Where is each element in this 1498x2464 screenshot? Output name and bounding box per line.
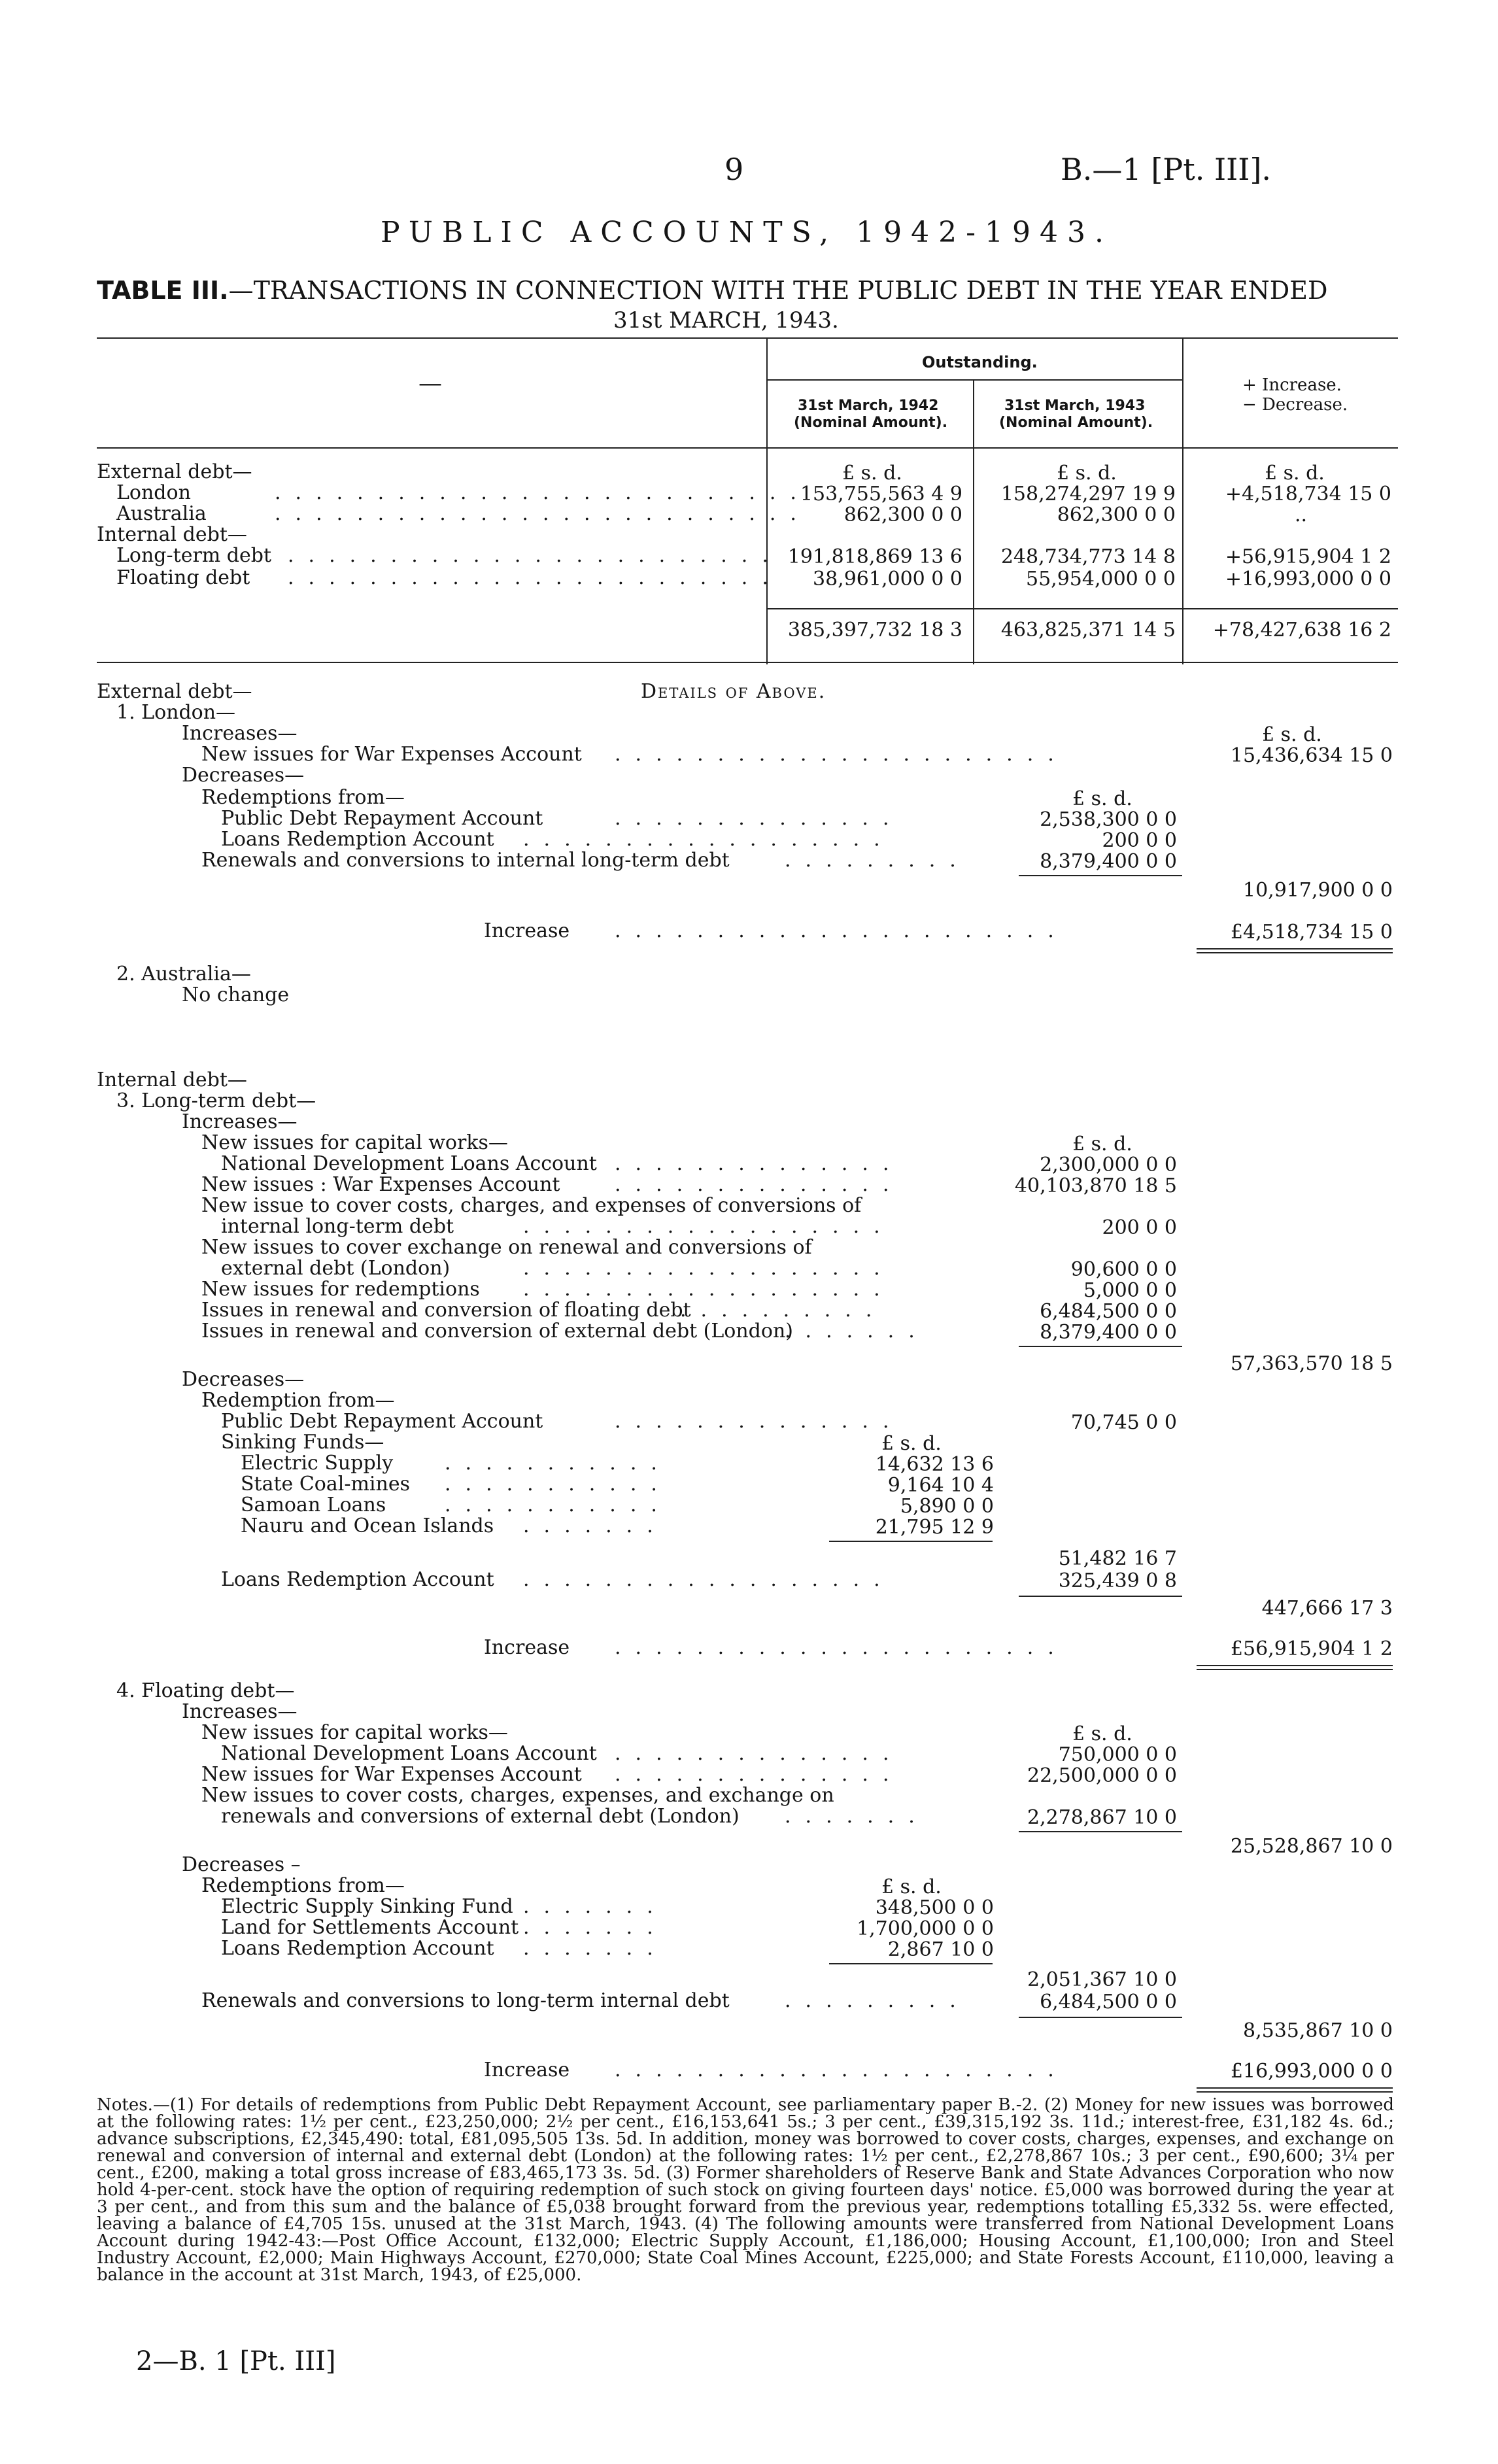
amount: 1,700,000 0 0 — [857, 1917, 994, 1940]
rule — [1019, 1346, 1182, 1347]
rule — [1019, 1596, 1182, 1597]
col2-subheader: (Nominal Amount). — [999, 415, 1153, 431]
line-item: National Development Loans Account — [221, 1152, 597, 1175]
rule — [829, 1963, 993, 1964]
page-number: 9 — [724, 152, 744, 187]
line-item: Issues in renewal and conversion of floating debt — [201, 1299, 691, 1322]
line-item: Electric Supply Sinking Fund — [221, 1895, 513, 1918]
leader-dots: ....... — [523, 1937, 668, 1960]
total-cell: 463,825,371 14 5 — [1000, 619, 1176, 642]
leader-dots: .................. — [523, 1568, 894, 1591]
row-label: Internal debt— — [97, 523, 247, 546]
table-title-line2: 31st MARCH, 1943. — [613, 307, 839, 334]
leader-dots: ......... — [785, 1989, 970, 2012]
amount: 2,300,000 0 0 — [1040, 1154, 1177, 1176]
amount: 348,500 0 0 — [875, 1896, 994, 1919]
line-item: Samoan Loans — [241, 1494, 386, 1516]
line-item: Electric Supply — [241, 1452, 394, 1475]
cell: 191,818,869 13 6 — [787, 545, 962, 568]
units: £ s. d. — [1072, 1133, 1132, 1155]
label: Redemptions from— — [201, 786, 405, 809]
rule — [97, 337, 1398, 339]
leader-dots: .............. — [615, 1763, 904, 1786]
leader-dots: ........... — [445, 1473, 672, 1496]
subtotal: 8,535,867 10 0 — [1242, 2019, 1393, 2042]
rule — [1197, 1665, 1393, 1666]
line-item: New issues : War Expenses Account — [201, 1173, 560, 1196]
line-item: renewals and conversions of external debt (London) — [221, 1805, 740, 1828]
rule — [1019, 1831, 1182, 1832]
rule — [1019, 2017, 1182, 2018]
table-title-line1: —TRANSACTIONS IN CONNECTION WITH THE PUBLIC DEBT IN THE YEAR ENDED — [228, 276, 1328, 305]
units: £ s. d. — [1262, 723, 1322, 746]
increase-total: £4,518,734 15 0 — [1230, 921, 1393, 944]
leader-dots: .................. — [523, 1257, 894, 1280]
rule — [1197, 948, 1393, 950]
outstanding-header: Outstanding. — [922, 353, 1038, 371]
leader-dots: ...................... — [615, 2059, 1068, 2081]
leader-dots: .......................... — [275, 502, 811, 525]
leader-dots: ....... — [523, 1895, 668, 1918]
amount: 325,439 0 8 — [1058, 1569, 1177, 1592]
amount: 2,538,300 0 0 — [1040, 808, 1177, 831]
amount: 6,484,500 0 0 — [1040, 1300, 1177, 1323]
leader-dots: .................. — [523, 828, 894, 851]
row-label: Australia — [116, 502, 207, 525]
rule — [766, 608, 1398, 609]
row-label: London — [116, 481, 191, 504]
amount: 70,745 0 0 — [1070, 1411, 1177, 1434]
leader-dots: ....... — [523, 1916, 668, 1939]
line-item: National Development Loans Account — [221, 1742, 597, 1765]
label: Increases— — [182, 722, 298, 745]
leader-dots: .................. — [523, 1278, 894, 1301]
leader-dots: ....... — [785, 1805, 929, 1828]
increase-label: Increase — [484, 1636, 570, 1659]
footer-reference: 2—B. 1 [Pt. III] — [136, 2346, 336, 2376]
line-item: New issues to cover exchange on renewal and conversions of — [201, 1236, 812, 1259]
leader-dots: ...................... — [615, 1636, 1068, 1659]
rule — [766, 379, 1182, 381]
footnotes: Notes.—(1) For details of redemptions from Public Debt Repayment Account, see parliamentary paper B.-2. (2) Money for new issues was borrowed at the following rates: 1½ per cent., £23,250,000; 2½ per cent., £16,153,641 5s.; 3 per cent., £39,315,192 3s. 11d.; interest-free, £31,182 4s. 6d.; advance subscriptions, £2,345,490: total, £81,095,505 13s. 5d. In addition, money was borrowed to cover costs, charges, expenses, and exchange on renewal and conversion of internal and external debt (London) at the following rates: 1½ per cent., £2,278,867 10s.; 3 per cent., £90,600; 3¼ per cent., £200, making a total gross increase of £83,465,173 3s. 5d. (3) Former shareholders of Reserve Bank and State Advances Corporation who now hold 4-per-cent. stock have the option of requiring redemption of such stock on giving fourteen days' notice. £5,000 was borrowed during the year at 3 per cent., and from this sum and the balance of £5,038 brought forward from the previous year, redemptions totalling £5,332 5s. were effected, leaving a balance of £4,705 15s. unused at the 31st March, 1943. (4) The following amounts were transferred from National Development Loans Account during 1942-43:—Post Office Account, £132,000; Electric Supply Account, £1,186,000; Housing Account, £1,100,000; Iron and Steel Industry Account, £2,000; Main Highways Account, £270,000; State Coal Mines Account, £225,000; and State Forests Account, £110,000, leaving a balance in the account at 31st March, 1943, of £25,000. — [97, 2095, 1394, 2285]
line-item: Public Debt Repayment Account — [221, 807, 543, 830]
leader-dots: .............. — [615, 1410, 904, 1433]
amount: 200 0 0 — [1102, 829, 1177, 852]
line-item: Loans Redemption Account — [221, 1568, 494, 1591]
amount: 90,600 0 0 — [1070, 1258, 1177, 1281]
row-label: Floating debt — [116, 566, 250, 589]
rule — [1197, 2091, 1393, 2093]
amount: 14,632 13 6 — [875, 1453, 994, 1476]
amount: 5,000 0 0 — [1083, 1279, 1177, 1302]
label: New issues for capital works— — [201, 1721, 508, 1744]
amount: 8,379,400 0 0 — [1040, 1321, 1177, 1344]
subsection: 1. London— — [116, 701, 236, 724]
leader-dots: ...................... — [615, 743, 1068, 766]
label: Increases— — [182, 1700, 298, 1723]
units-col1: £ s. d. — [842, 462, 902, 485]
line-item: Renewals and conversions to long-term internal debt — [201, 1989, 730, 2012]
amount: 5,890 0 0 — [900, 1495, 994, 1518]
rule — [1197, 1669, 1393, 1670]
label: Decreases— — [182, 764, 305, 787]
label: New issues for capital works— — [201, 1131, 508, 1154]
line-item: New issue to cover costs, charges, and expenses of conversions of — [201, 1194, 862, 1217]
col3-header: + Increase. — [1242, 375, 1342, 395]
cell: 862,300 0 0 — [843, 504, 962, 526]
leader-dots: ....... — [785, 1320, 929, 1343]
amount: 2,867 10 0 — [887, 1938, 994, 1961]
rule — [829, 1541, 993, 1542]
cell: 862,300 0 0 — [1057, 504, 1176, 526]
subtotal: 2,051,367 10 0 — [1027, 1968, 1177, 1991]
amount: 6,484,500 0 0 — [1040, 1991, 1177, 2013]
row-label: Long-term debt — [116, 544, 271, 567]
amount: 15,436,634 15 0 — [1230, 744, 1393, 767]
leader-dots: .......................... — [275, 481, 811, 504]
amount: 21,795 12 9 — [875, 1516, 994, 1539]
line-item: New issues for War Expenses Account — [201, 1763, 582, 1786]
rule — [97, 662, 1398, 663]
line-item: Loans Redemption Account — [221, 828, 494, 851]
line-item: New issues for War Expenses Account — [201, 743, 582, 766]
line-item: Loans Redemption Account — [221, 1937, 494, 1960]
label: Redemptions from— — [201, 1874, 405, 1897]
amount: 9,164 10 4 — [887, 1474, 994, 1497]
rule — [97, 447, 1398, 449]
amount: 750,000 0 0 — [1058, 1743, 1177, 1766]
cell: 38,961,000 0 0 — [812, 568, 962, 590]
leader-dots: ...................... — [615, 919, 1068, 942]
leader-dots: ........................ — [288, 544, 783, 567]
total-cell: +78,427,638 16 2 — [1212, 619, 1391, 642]
subtotal: 447,666 17 3 — [1261, 1597, 1393, 1620]
page-title: PUBLIC ACCOUNTS, 1942-1943. — [381, 216, 1113, 249]
line-item: State Coal-mines — [241, 1473, 410, 1496]
leader-dots: ........... — [445, 1494, 672, 1516]
leader-dots: .............. — [615, 1152, 904, 1175]
units-col2: £ s. d. — [1057, 462, 1117, 485]
line-item: New issues to cover costs, charges, expenses, and exchange on — [201, 1784, 834, 1807]
blank-column-header: — — [418, 370, 442, 397]
increase-label: Increase — [484, 919, 570, 942]
line-item: Land for Settlements Account — [221, 1916, 519, 1939]
leader-dots: .............. — [615, 807, 904, 830]
cell: +56,915,904 1 2 — [1225, 545, 1391, 568]
section-heading: External debt— — [97, 680, 252, 703]
amount: 200 0 0 — [1102, 1216, 1177, 1239]
cell: 248,734,773 14 8 — [1000, 545, 1176, 568]
leader-dots: ......... — [785, 849, 970, 872]
leader-dots: .............. — [615, 1742, 904, 1765]
amount: 40,103,870 18 5 — [1014, 1174, 1177, 1197]
col2-header: 31st March, 1943 — [1004, 398, 1146, 414]
cell: .. — [1295, 504, 1308, 526]
section-heading: Internal debt— — [97, 1069, 247, 1091]
label: Increases— — [182, 1110, 298, 1133]
cell: 153,755,563 4 9 — [800, 483, 962, 505]
table-label: TABLE III. — [97, 276, 229, 305]
label: Redemption from— — [201, 1389, 395, 1412]
table-title — [97, 276, 1327, 305]
leader-dots: ........................ — [288, 566, 783, 589]
line-item: Issues in renewal and conversion of external debt (London) — [201, 1320, 793, 1343]
line-item: internal long-term debt — [221, 1215, 454, 1238]
subtotal: 51,482 16 7 — [1058, 1547, 1177, 1570]
details-heading: Details of Above. — [641, 680, 826, 703]
label: Decreases— — [182, 1368, 305, 1391]
rule — [1197, 952, 1393, 953]
cell: +16,993,000 0 0 — [1225, 568, 1391, 590]
subtotal: 10,917,900 0 0 — [1242, 879, 1393, 902]
units: £ s. d. — [881, 1432, 942, 1455]
amount: 2,278,867 10 0 — [1027, 1806, 1177, 1829]
document-reference: B.—1 [Pt. III]. — [1061, 152, 1272, 187]
rule — [1197, 2087, 1393, 2089]
subsection: 2. Australia— — [116, 963, 251, 985]
leader-dots: .............. — [615, 1173, 904, 1196]
line-item: New issues for redemptions — [201, 1278, 480, 1301]
leader-dots: ........... — [445, 1452, 672, 1475]
leader-dots: .................. — [523, 1215, 894, 1238]
label: Decreases – — [182, 1853, 301, 1876]
increase-total: £56,915,904 1 2 — [1230, 1637, 1393, 1660]
col3-subheader: − Decrease. — [1242, 395, 1348, 415]
increase-total: £16,993,000 0 0 — [1230, 2060, 1393, 2083]
row-label: External debt— — [97, 460, 252, 483]
units: £ s. d. — [1072, 1722, 1132, 1745]
amount: 8,379,400 0 0 — [1040, 850, 1177, 873]
subtotal: 25,528,867 10 0 — [1230, 1835, 1393, 1858]
line-item: external debt (London) — [221, 1257, 451, 1280]
cell: +4,518,734 15 0 — [1225, 483, 1391, 505]
total-cell: 385,397,732 18 3 — [787, 619, 962, 642]
label: No change — [182, 984, 290, 1006]
units: £ s. d. — [1072, 787, 1132, 810]
cell: 158,274,297 19 9 — [1000, 483, 1176, 505]
subtotal: 57,363,570 18 5 — [1230, 1352, 1393, 1375]
cell: 55,954,000 0 0 — [1025, 568, 1176, 590]
units: £ s. d. — [881, 1875, 942, 1898]
line-item: Public Debt Repayment Account — [221, 1410, 543, 1433]
line-item: Renewals and conversions to internal long-term debt — [201, 849, 730, 872]
increase-label: Increase — [484, 2059, 570, 2081]
rule — [1019, 875, 1182, 876]
units-col3: £ s. d. — [1265, 462, 1325, 485]
col1-header: 31st March, 1942 — [798, 398, 939, 414]
subsection: 3. Long-term debt— — [116, 1089, 316, 1112]
leader-dots: .......... — [680, 1299, 887, 1322]
amount: 22,500,000 0 0 — [1027, 1764, 1177, 1787]
line-item: Nauru and Ocean Islands — [241, 1514, 494, 1537]
label: Sinking Funds— — [221, 1431, 384, 1454]
leader-dots: ....... — [523, 1514, 668, 1537]
col1-subheader: (Nominal Amount). — [794, 415, 948, 431]
subsection: 4. Floating debt— — [116, 1679, 295, 1702]
